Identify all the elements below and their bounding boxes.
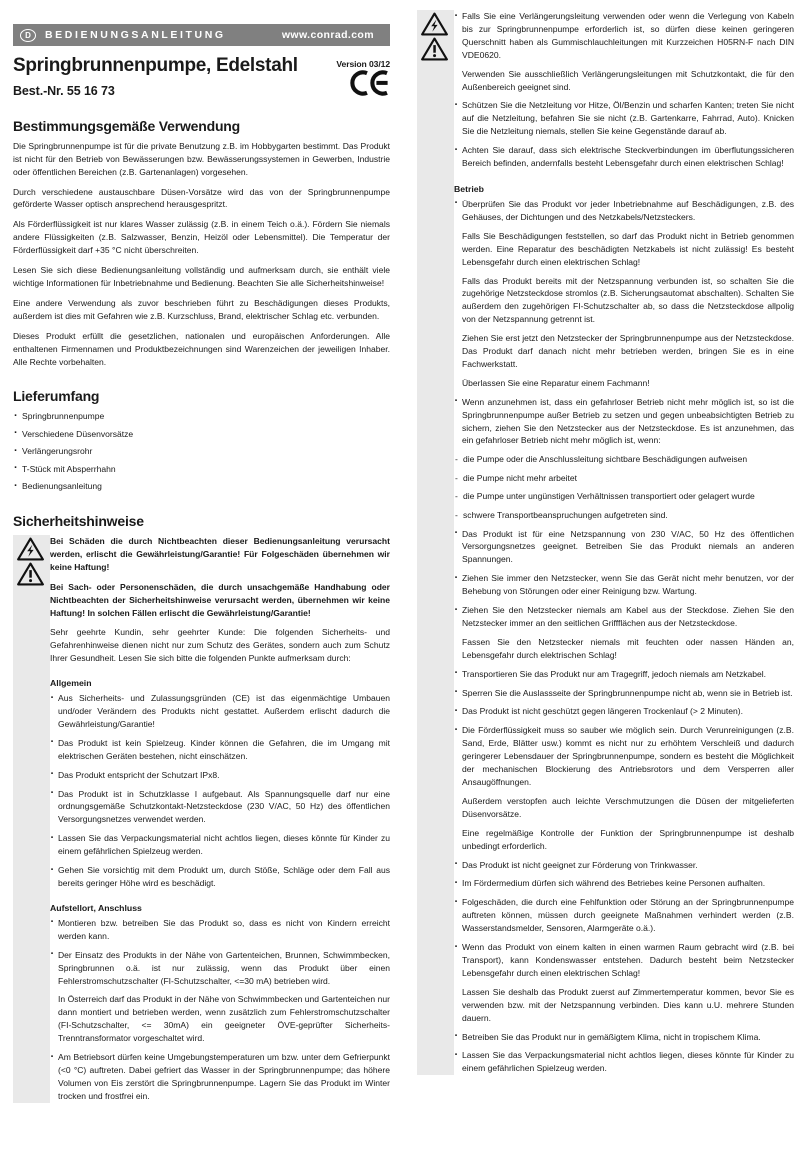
list-item: · Verschiedene Düsenvorsätze	[13, 428, 390, 441]
list-item: · Falls Sie eine Verlängerungsleitung verwenden oder wenn die Verlegung von Kabeln bis zur Springbrunnenpumpe erforderlich ist, so dürfen diese keinen geringeren Querschnitt haben als Gummischlauchleitungen mit Kurzzeichen H05RN-F nach DIN VDE0620.	[454, 10, 794, 62]
list-item: - die Pumpe oder die Anschlussleitung sichtbare Beschädigungen aufweisen	[454, 453, 794, 466]
installation-safety-list	[50, 917, 390, 1103]
list-item-continuation: Außerdem verstopfen auch leichte Verschmutzungen die Düsen der mitgelieferten Düsenvorsätze.	[462, 795, 794, 819]
high-voltage-warning-triangle-icon	[17, 537, 44, 561]
paragraph: Die Springbrunnenpumpe ist für die private Benutzung z.B. im Hobbygarten bestimmt. Das Produkt ist nicht für den Betrieb von Bewässerungen bzw. Bewässerungssystemen in Gewerben, Industrie oder öffentlichen Bereichen (z.B. Gartenanlagen) vorgesehen.	[13, 140, 390, 177]
language-badge-icon: D	[20, 29, 36, 42]
website-url[interactable]: www.conrad.com	[281, 29, 374, 41]
operation-list-part2	[454, 528, 794, 1076]
installation-continued-list	[454, 10, 794, 170]
right-warning-band	[417, 10, 794, 1075]
paragraph: Durch verschiedene austauschbare Düsen-Vorsätze wird das von der Springbrunnenpumpe geförderte Wasser optisch ansprechend herausgespritzt.	[13, 186, 390, 210]
scope-of-delivery-list	[13, 410, 390, 493]
list-item: · Folgeschäden, die durch eine Fehlfunktion oder Störung an der Springbrunnenpumpe auftreten können, müssen durch geeignete Maßnahmen verhindert werden (z.B. Wasserstandsmelder, Sensoren, Alarmgeräte o.ä.).	[454, 896, 794, 935]
page-title: Springbrunnenpumpe, Edelstahl	[13, 55, 298, 76]
safety-warning-band	[13, 535, 390, 1103]
list-item: - schwere Transportbeanspruchungen aufgetreten sind.	[454, 509, 794, 522]
warning-text: Bei Sach- oder Personenschäden, die durch unsachgemäße Handhabung oder Nichtbeachten der Sicherheitshinweise verursacht werden, übernehmen wir keine Haftung! In solchen Fällen erlischt die Gewährleistung/Garantie!	[50, 581, 390, 618]
list-item: · Ziehen Sie den Netzstecker niemals am Kabel aus der Steckdose. Ziehen Sie den Netzstecker immer an den seitlichen Griffflächen aus der Netzsteckdose.	[454, 604, 794, 630]
list-item: · Der Einsatz des Produkts in der Nähe von Gartenteichen, Brunnen, Schwimmbecken, Springbrunnen o.ä. ist nur zulässig, wenn das Produkt über einen Fehlerstromschutzschalter (FI-Schutzschalter, <=30 mA) betrieben wird.	[50, 949, 390, 988]
title-block	[13, 55, 390, 98]
general-warning-triangle-icon	[421, 37, 448, 61]
list-item-continuation: Überlassen Sie eine Reparatur einem Fachmann!	[462, 377, 650, 388]
subheading-installation: Aufstellort, Anschluss	[50, 902, 142, 913]
right-band-content	[454, 10, 794, 1075]
list-item: · Lassen Sie das Verpackungsmaterial nicht achtlos liegen, dieses könnte für Kinder zu einem gefährlichen Spielzeug werden.	[50, 832, 390, 858]
list-item: · Bedienungsanleitung	[13, 480, 390, 493]
operation-dash-list	[454, 453, 794, 521]
list-item: · Aus Sicherheits- und Zulassungsgründen (CE) ist das eigenmächtige Umbauen und/oder Verändern des Produkts nicht gestattet. Außerdem erlischt dadurch die Gewährleistung/Garantie!	[50, 692, 390, 731]
list-item-continuation: Lassen Sie deshalb das Produkt zuerst auf Zimmertemperatur kommen, bevor Sie es verwenden bzw. mit der Netzspannung verbinden. Dies kann u.U. mehrere Stunden dauern.	[462, 986, 794, 1023]
list-item-continuation: Falls das Produkt bereits mit der Netzspannung verbunden ist, so schalten Sie die zugehörige Netzsteckdose stromlos (z.B. Sicherungsautomat abschalten). Schalten Sie außerdem den zugehörigen FI-Schutzschalter ab, so dass die Netzsteckdose allpolig von der Netzspannung getrennt ist.	[462, 275, 794, 325]
list-item: - die Pumpe nicht mehr arbeitet	[454, 472, 794, 485]
warning-band-background	[417, 10, 454, 1075]
warning-text: Bei Schäden die durch Nichtbeachten dieser Bedienungsanleitung verursacht werden, erlischt die Gewährleistung/Garantie! Für Folgeschäden übernehmen wir keine Haftung!	[50, 535, 390, 572]
subheading-general: Allgemein	[50, 678, 92, 689]
list-item: · Montieren bzw. betreiben Sie das Produkt so, dass es nicht von Kindern erreicht werden kann.	[50, 917, 390, 943]
version-label: Version 03/12	[336, 59, 390, 69]
list-item: · Betreiben Sie das Produkt nur in gemäßigtem Klima, nicht in tropischem Klima.	[454, 1031, 794, 1044]
list-item: · Lassen Sie das Verpackungsmaterial nicht achtlos liegen, dieses könnte für Kinder zu einem gefährlichen Spielzeug werden.	[454, 1049, 794, 1075]
paragraph: Eine andere Verwendung als zuvor beschrieben führt zu Beschädigungen dieses Produkts, außerdem ist dies mit Gefahren wie z.B. Kurzschluss, Brand, elektrischer Schlag etc. verbunden.	[13, 297, 390, 321]
warning-icons-group	[17, 537, 46, 587]
list-item-continuation: Fassen Sie den Netzstecker niemals mit feuchten oder nassen Händen an, Lebensgefahr durch elektrischen Schlag!	[462, 636, 794, 660]
list-item: · Transportieren Sie das Produkt nur am Tragegriff, jedoch niemals am Netzkabel.	[454, 668, 794, 681]
list-item-continuation: Ziehen Sie erst jetzt den Netzstecker der Springbrunnenpumpe aus der Netzsteckdose. Das Produkt darf danach nicht mehr betrieben werden, bringen Sie es in eine Fachwerkstatt.	[462, 333, 794, 369]
list-item-continuation: In Österreich darf das Produkt in der Nähe von Schwimmbecken und Gartenteichen nur dann montiert und betrieben werden, wenn zusätzlich zum Fehlerstromschutzschalter (FI-Schutzschalter, <= 30mA) ein geeigneter ÖVE-geprüfter Sicherheits-Trenntransformator vorgeschaltet wird.	[58, 994, 390, 1044]
safety-intro-paragraph: Sehr geehrte Kundin, sehr geehrter Kunde: Die folgenden Sicherheits- und Gefahrenhinweise dienen nicht nur zum Schutz des Gerätes, sondern auch zum Schutz Ihrer Gesundheit. Lesen Sie sich bitte die folgenden Punkte aufmerksam durch:	[50, 627, 390, 664]
list-item: · Die Förderflüssigkeit muss so sauber wie möglich sein. Durch Verunreinigungen (z.B. Sand, Erde, Blätter usw.) kommt es nicht nur zu erhöhtem Verschleiß und dadurch geringerer Lebensdauer der Springbrunnenpumpe, sondern es besteht die Möglichkeit der mechanischen Blockierung des Antriebsrotors und dem Versperren aller Ansaugöffnungen.	[454, 724, 794, 789]
list-item: - die Pumpe unter ungünstigen Verhältnissen transportiert oder gelagert wurde	[454, 490, 794, 503]
list-item: · Das Produkt ist nicht geschützt gegen längeren Trockenlauf (> 2 Minuten).	[454, 705, 794, 718]
safety-band-content	[50, 535, 390, 1103]
list-item-continuation: Eine regelmäßige Kontrolle der Funktion der Springbrunnenpumpe ist deshalb unbedingt erforderlich.	[462, 827, 794, 851]
list-item: · Ziehen Sie immer den Netzstecker, wenn Sie das Gerät nicht mehr benutzen, vor der Behebung von Störungen oder einer Reinigung bzw. Wartung.	[454, 572, 794, 598]
list-item: · Verlängerungsrohr	[13, 445, 390, 458]
section-heading-intended-use: Bestimmungsgemäße Verwendung	[13, 117, 241, 134]
warning-icons-group	[421, 12, 450, 62]
version-block	[336, 55, 390, 96]
ce-mark-icon	[336, 70, 390, 96]
list-item: · Gehen Sie vorsichtig mit dem Produkt um, durch Stöße, Schläge oder dem Fall aus bereits geringer Höhe wird es beschädigt.	[50, 864, 390, 890]
paragraph: Als Förderflüssigkeit ist nur klares Wasser zulässig (z.B. in einem Teich o.ä.). Fördern Sie niemals andere Flüssigkeiten (z.B. Salzwasser, Benzin, Heizöl oder Lebensmittel). Die Temperatur der Förderflüssigkeit darf +35 °C nicht überschreiten.	[13, 219, 390, 256]
high-voltage-warning-triangle-icon	[421, 12, 448, 36]
list-item-continuation: Falls Sie Beschädigungen feststellen, so darf das Produkt nicht in Betrieb genommen werden. Eine Reparatur des beschädigten Netzkabels ist nicht zulässig! Es besteht Lebensgefahr durch einen elektrischen Schlag!	[462, 230, 794, 267]
list-item: · Schützen Sie die Netzleitung vor Hitze, Öl/Benzin und scharfen Kanten; treten Sie nicht auf die Netzleitung, befahren Sie sie nicht (z.B. Gartenkarre, Fahrrad, Auto). Knicken Sie die Netzleitung niemals, stellen Sie keine Gegenstände darauf ab.	[454, 99, 794, 138]
list-item: · Springbrunnenpumpe	[13, 410, 390, 423]
list-item: · Das Produkt ist in Schutzklasse I aufgebaut. Als Spannungsquelle darf nur eine ordnungsgemäße Schutzkontakt-Netzsteckdose (230 V/AC, 50 Hz) des öffentlichen Versorgungsnetzes verwendet werden.	[50, 788, 390, 827]
operation-list-part1	[454, 198, 794, 447]
paragraph: Lesen Sie sich diese Bedienungsanleitung vollständig und aufmerksam durch, sie enthält viele wichtige Informationen für Inbetriebnahme und Bedienung. Beachten Sie alle Sicherheitshinweise!	[13, 265, 390, 288]
subheading-operation: Betrieb	[454, 183, 484, 194]
list-item: · Überprüfen Sie das Produkt vor jeder Inbetriebnahme auf Beschädigungen, z.B. des Gehäuses, der Dichtungen und des Netzkabels/Netzsteckers.	[454, 198, 794, 224]
warning-band-background	[13, 535, 50, 1103]
list-item: · Das Produkt entspricht der Schutzart IPx8.	[50, 769, 390, 782]
list-item: · Das Produkt ist kein Spielzeug. Kinder können die Gefahren, die im Umgang mit elektrischen Geräten bestehen, nicht einschätzen.	[50, 737, 390, 763]
paragraph: Dieses Produkt erfüllt die gesetzlichen, nationalen und europäischen Anforderungen. Alle enthaltenen Firmennamen und Produktbezeichnungen sind Warenzeichen der jeweiligen Inhaber. Alle Rechte vorbehalten.	[13, 330, 390, 367]
list-item: · Am Betriebsort dürfen keine Umgebungstemperaturen um bzw. unter dem Gefrierpunkt (<0 °C) auftreten. Dabei gefriert das Wasser in der Springbrunnenpumpe; das höhere Volumen von Eis zerstört die Springbrunnenpumpe. Lagern Sie das Produkt im Winter trocken und frostfrei ein.	[50, 1051, 390, 1103]
list-item: · Im Fördermedium dürfen sich während des Betriebes keine Personen aufhalten.	[454, 877, 794, 890]
general-safety-list	[50, 692, 390, 890]
document-header-bar	[13, 24, 390, 46]
list-item: · Achten Sie darauf, dass sich elektrische Steckverbindungen im überflutungssicheren Bereich befinden, andernfalls besteht Lebensgefahr durch einen elektrischen Schlag!	[454, 144, 794, 170]
list-item: · Sperren Sie die Auslassseite der Springbrunnenpumpe nicht ab, wenn sie in Betrieb ist.	[454, 687, 794, 700]
section-heading-scope-of-delivery: Lieferumfang	[13, 388, 100, 405]
general-warning-triangle-icon	[17, 562, 44, 586]
document-type-label: BEDIENUNGSANLEITUNG	[45, 29, 226, 41]
list-item: · Wenn das Produkt von einem kalten in einen warmen Raum gebracht wird (z.B. bei Transport), kann Kondenswasser entstehen. Dadurch besteht beim Netzstecker Lebensgefahr durch einen elektrischen Schlag!	[454, 941, 794, 980]
right-column	[404, 0, 808, 1157]
list-item: · Das Produkt ist nicht geeignet zur Förderung von Trinkwasser.	[454, 859, 794, 872]
title-text-group	[13, 55, 298, 98]
list-item: · Das Produkt ist für eine Netzspannung von 230 V/AC, 50 Hz des öffentlichen Versorgungsnetzes geeignet. Betreiben Sie das Produkt niemals an anderen Spannungen.	[454, 528, 794, 567]
list-item: · T-Stück mit Absperrhahn	[13, 463, 390, 476]
list-item-continuation: Verwenden Sie ausschließlich Verlängerungsleitungen mit Schutzkontakt, die für den Außenbereich geeignet sind.	[462, 68, 794, 92]
section-heading-safety: Sicherheitshinweise	[13, 512, 144, 529]
list-item: · Wenn anzunehmen ist, dass ein gefahrloser Betrieb nicht mehr möglich ist, so ist die Springbrunnenpumpe außer Betrieb zu setzen und gegen unbeabsichtigten Betrieb zu sichern, ziehen Sie den Netzstecker aus der Netzsteckdose. Es ist anzunehmen, das ein gefahrloser Betrieb nicht mehr möglich ist, wenn:	[454, 396, 794, 448]
order-number: Best.-Nr. 55 16 73	[13, 83, 115, 98]
